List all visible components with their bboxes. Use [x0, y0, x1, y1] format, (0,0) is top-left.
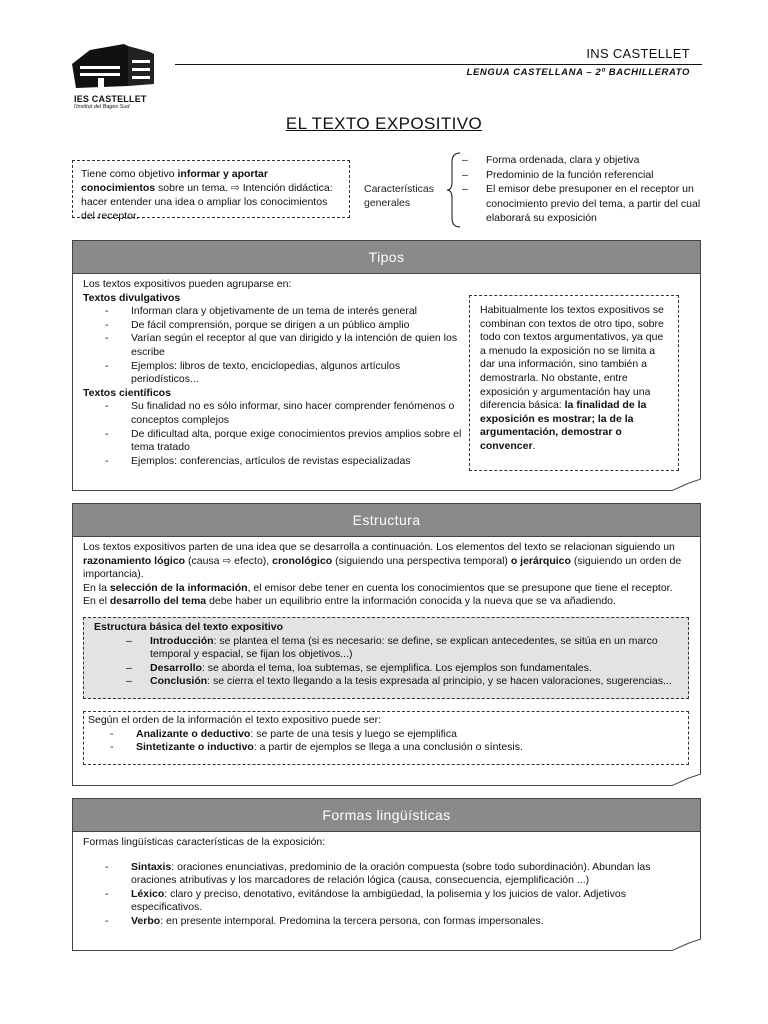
term: Verbo [131, 914, 161, 927]
item-text: : oraciones enunciativas, predominio de la oración compuesta (sobre todo subordinación). Abundan las oraciones atributivas y los marcadores de relación lógica (causa, consecuencia, ejemplificación ...) [131, 860, 651, 887]
caracteristicas-list [462, 153, 702, 226]
item-text: Informan clara y objetivamente de un tema de interés general [131, 305, 417, 318]
orden-box [83, 711, 689, 765]
text-bold: o jerárquico [510, 554, 571, 567]
item-text: : se parte de una tesis y luego se ejemplifica [250, 727, 457, 740]
list-item: - De fácil comprensión, porque se dirigen a un público amplio [105, 318, 410, 331]
term: Conclusión [150, 675, 208, 688]
intro-text: Intención didáctica: hacer entender una idea o ampliar los conocimientos del receptor. [81, 182, 333, 222]
text: (causa [185, 554, 223, 567]
section-heading: Formas lingüísticas [73, 799, 700, 832]
estructura-basica-box [83, 617, 689, 699]
text: debe haber un equilibrio entre la información conocida y la nueva que se va añadiendo. [206, 595, 616, 608]
estructura-basica-title: Estructura básica del texto expositivo [94, 621, 284, 633]
header-rule [175, 64, 702, 65]
formas-lead: Formas lingüísticas características de la exposición: [83, 836, 326, 848]
item-text: Ejemplos: conferencias, artículos de revistas especializadas [131, 454, 411, 467]
item-text: De dificultad alta, porque exige conocimientos previos amplios sobre el tema tratado [131, 427, 462, 454]
text: , el emisor debe tener en cuenta los conocimientos que se presupone que tiene el receptor. [247, 581, 673, 594]
item-text: Varían según el receptor al que van dirigido y la intención de quien los escribe [131, 332, 458, 358]
page-title: EL TEXTO EXPOSITIVO [285, 114, 483, 133]
text: efecto), [231, 554, 273, 567]
section-tipos [72, 240, 701, 491]
page-fold-icon [671, 774, 701, 786]
caracteristicas-label [364, 182, 434, 210]
intro-text: Tiene como objetivo [81, 168, 178, 180]
list-item: - Analizante o deductivo: se parte de una tesis y luego se ejemplifica [110, 727, 457, 740]
text-bold: cronológico [272, 554, 333, 567]
nota-bold: la finalidad de la exposición es mostrar; la de la argumentación, demostrar o convencer [480, 399, 647, 452]
list-item: - Varían según el receptor al que van dirigido y la intención de quien los escribe [105, 332, 458, 358]
estructura-p2 [83, 582, 689, 596]
item-text: Ejemplos: libros de texto, enciclopedias, algunos artículos periodísticos... [131, 359, 401, 386]
tipos-lead: Los textos expositivos pueden agruparse en: [83, 278, 292, 290]
list-item: – Desarrollo: se aborda el tema, loa subtemas, se ejemplifica. Los ejemplos son fundamentales. [126, 661, 592, 674]
arrow-icon: ⇨ [230, 182, 240, 194]
estructura-content [83, 541, 689, 609]
text-bold: selección de la información [109, 581, 248, 594]
logo-subtitle: l'institut del Bages Sud [74, 104, 130, 110]
text: (siguiendo un orden de importancia). [83, 554, 682, 581]
section-heading: Tipos [73, 241, 700, 274]
item-text: : en presente intemporal. Predomina la tercera persona, con formas impersonales. [160, 914, 544, 927]
term: Sintaxis [131, 860, 172, 873]
section-estructura [72, 503, 701, 786]
subject-line: LENGUA CASTELLANA – 2º BACHILLERATO [466, 67, 690, 78]
list-item: - Informan clara y objetivamente de un tema de interés general [105, 305, 417, 318]
item-text: : se aborda el tema, loa subtemas, se ejemplifica. Los ejemplos son fundamentales. [201, 661, 592, 674]
list-item: - Verbo: en presente intemporal. Predomina la tercera persona, con formas impersonales. [105, 914, 544, 927]
estructura-p3 [83, 595, 689, 609]
item-text: De fácil comprensión, porque se dirigen a un público amplio [131, 318, 410, 331]
text-bold: desarrollo del tema [109, 595, 207, 608]
term: Analizante o deductivo [136, 727, 251, 740]
list-item: - Léxico: claro y preciso, denotativo, evitándose la ambigüedad, la polisemia y los juicios de valor. Adjetivos especificativos. [105, 887, 626, 914]
tipos-content [83, 278, 463, 468]
intro-box [72, 160, 350, 222]
list-item: - Sintaxis: oraciones enunciativas, predominio de la oración compuesta (sobre todo subordinación). Abundan las oraciones atributivas y los marcadores de relación lógica (causa, consecuencia, ejemplificación ...) [105, 860, 651, 887]
formas-content [83, 836, 689, 929]
logo-name: IES CASTELLET [74, 94, 147, 104]
text: (siguiendo una perspectiva temporal) [332, 554, 511, 567]
text: Los textos expositivos parten de una idea que se desarrolla a continuación. Los elementos del texto se relacionan siguiendo un [83, 541, 675, 553]
page-fold-icon [671, 479, 701, 491]
label-line: Características [364, 183, 435, 195]
item-text: : se cierra el texto llegando a la tesis expresada al principio, y se hacen valoraciones, sugerencias... [207, 675, 672, 688]
list-item: - Su finalidad no es sólo informar, sino hacer comprender fenómenos o conceptos complejos [105, 400, 455, 426]
divulgativos-title: Textos divulgativos [83, 291, 181, 304]
section-formas [72, 798, 701, 951]
school-name: INS CASTELLET [586, 46, 690, 61]
arrow-icon: ⇨ [222, 554, 232, 567]
list-item: - De dificultad alta, porque exige conocimientos previos amplios sobre el tema tratado [105, 427, 462, 454]
term: Introducción [150, 634, 214, 647]
nota-text: . [532, 439, 536, 452]
text-bold: razonamiento lógico [83, 554, 186, 567]
section-heading: Estructura [73, 504, 700, 537]
list-item: – Conclusión: se cierra el texto llegando a la tesis expresada al principio, y se hacen valoraciones, sugerencias... [126, 675, 672, 688]
intro-bold: informar y aportar conocimientos [81, 168, 268, 194]
cientificos-title: Textos científicos [83, 386, 171, 399]
item-text: : se plantea el tema (si es necesario: se define, se explican antecedentes, se sitúa en un marco temporal y espacial, se fijan los objetivos...) [150, 634, 658, 661]
intro-text: sobre un tema. [155, 182, 231, 194]
item-text: : a partir de ejemplos se llega a una conclusión o síntesis. [253, 741, 523, 754]
list-item: – Introducción: se plantea el tema (si es necesario: se define, se explican antecedentes, se sitúa en un marco temporal y espacial, se fijan los objetivos...) [126, 634, 658, 661]
text: En la [83, 581, 110, 594]
page-fold-icon [671, 939, 701, 951]
text: En el [83, 595, 110, 608]
item-text: : claro y preciso, denotativo, evitándose la ambigüedad, la polisemia y los juicios de valor. Adjetivos especificativos. [131, 887, 626, 914]
orden-lead: Según el orden de la información el texto expositivo puede ser: [88, 714, 382, 726]
label-line: generales [364, 197, 411, 209]
list-item: - Ejemplos: conferencias, artículos de revistas especializadas [105, 454, 411, 467]
list-item: - Sintetizante o inductivo: a partir de ejemplos se llega a una conclusión o síntesis. [110, 741, 523, 754]
estructura-p1 [83, 541, 689, 582]
term: Desarrollo [150, 661, 202, 674]
nota-box [469, 295, 679, 471]
term: Léxico [131, 887, 165, 900]
list-item: – Forma ordenada, clara y objetiva [462, 153, 702, 168]
item-text: Su finalidad no es sólo informar, sino hacer comprender fenómenos o conceptos complejos [131, 400, 455, 426]
brace-icon [446, 152, 462, 231]
list-item: - Ejemplos: libros de texto, enciclopedias, algunos artículos periodísticos... [105, 359, 401, 386]
term: Sintetizante o inductivo [136, 741, 254, 754]
list-item: – El emisor debe presuponer en el receptor un conocimiento previo del tema, a partir del cual elaborará su exposición [462, 182, 702, 226]
list-item: – Predominio de la función referencial [462, 168, 702, 183]
nota-text: Habitualmente los textos expositivos se combinan con textos de otro tipo, sobre todo con textos argumentativos, ya que a menudo la exposición no se limita a dar una información, sino también a demostrarla. No obstante, entre exposición y argumentación hay una diferencia básica: [480, 304, 664, 412]
